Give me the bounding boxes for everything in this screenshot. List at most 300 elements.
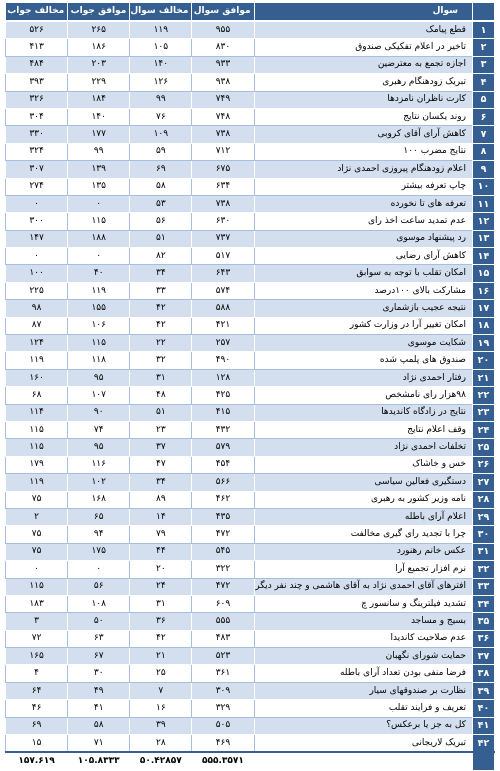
header-disagree-answer: مخالف جواب: [6, 3, 68, 22]
row-number: ۳: [472, 56, 494, 73]
disagree-question-cell: ۷۹: [130, 526, 192, 543]
agree-answer-cell: ۱۰۸: [68, 595, 130, 612]
row-number: ۳۶: [472, 630, 494, 647]
disagree-question-cell: ۳۹: [130, 717, 192, 734]
question-cell: صندوق های پلمپ شده: [254, 352, 472, 369]
agree-question-cell: ۸۳۰: [192, 39, 254, 56]
disagree-question-cell: ۲۴: [130, 578, 192, 595]
table-row: [6, 317, 495, 334]
question-cell: خس و خاشاک: [254, 456, 472, 473]
disagree-question-cell: ۴۲: [130, 300, 192, 317]
row-number: ۷: [472, 126, 494, 143]
table-row: [6, 39, 495, 56]
table-row: [6, 735, 495, 753]
disagree-answer-cell: ۳۰۴: [6, 108, 68, 125]
disagree-answer-cell: ۱۲۴: [6, 335, 68, 352]
row-number: ۳۱: [472, 543, 494, 560]
disagree-question-cell: ۷۶: [130, 108, 192, 125]
table-row: [6, 387, 495, 404]
table-row: [6, 335, 495, 352]
agree-answer-cell: ۰: [68, 248, 130, 265]
agree-question-cell: ۱۲۸: [192, 369, 254, 386]
agree-answer-cell: ۵۸: [68, 717, 130, 734]
table-row: [6, 421, 495, 438]
disagree-answer-cell: ۱۵: [6, 735, 68, 753]
disagree-answer-cell: ۰: [6, 195, 68, 212]
question-cell: رفتار احمدی نژاد: [254, 369, 472, 386]
table-row: [6, 369, 495, 386]
row-number: ۴۲: [472, 735, 494, 753]
table-row: [6, 613, 495, 630]
agree-question-cell: ۵۲۳: [192, 648, 254, 665]
question-cell: نامه وزیر کشور به رهبری: [254, 491, 472, 508]
disagree-answer-cell: ۱۱۵: [6, 421, 68, 438]
total-agree-answer: ۱۰۵.۸۳۳۳: [68, 752, 130, 770]
agree-question-cell: ۴۳۲: [192, 421, 254, 438]
disagree-answer-cell: ۱۱۹: [6, 352, 68, 369]
disagree-question-cell: ۶۹: [130, 161, 192, 178]
disagree-question-cell: ۱۶: [130, 700, 192, 717]
disagree-answer-cell: ۰: [6, 561, 68, 578]
agree-answer-cell: ۱۳۵: [68, 178, 130, 195]
table-row: [6, 143, 495, 160]
disagree-question-cell: ۹۹: [130, 91, 192, 108]
agree-question-cell: ۴۹۰: [192, 352, 254, 369]
row-number: ۱۷: [472, 300, 494, 317]
agree-answer-cell: ۱۸۶: [68, 39, 130, 56]
question-cell: تعریف و فرایند تقلب: [254, 700, 472, 717]
question-cell: اعلام زودهنگام پیروزی احمدی نژاد: [254, 161, 472, 178]
header-number: [472, 3, 494, 22]
row-number: ۱۲: [472, 213, 494, 230]
agree-question-cell: ۶۷۵: [192, 161, 254, 178]
row-number: ۱۱: [472, 195, 494, 212]
disagree-answer-cell: ۷۵: [6, 526, 68, 543]
disagree-answer-cell: ۴۱۳: [6, 39, 68, 56]
agree-answer-cell: ۰: [68, 561, 130, 578]
agree-answer-cell: ۱۸۴: [68, 91, 130, 108]
question-cell: حمایت شورای نگهبان: [254, 648, 472, 665]
row-number: ۴۱: [472, 717, 494, 734]
disagree-question-cell: ۳۱: [130, 595, 192, 612]
disagree-answer-cell: ۲۷۴: [6, 178, 68, 195]
row-number: ۶: [472, 108, 494, 125]
disagree-answer-cell: ۱۶۰: [6, 369, 68, 386]
table-row: [6, 456, 495, 473]
table-body: [6, 21, 495, 770]
question-cell: نظارت بر صندوقهای سیار: [254, 682, 472, 699]
disagree-answer-cell: ۶۴: [6, 682, 68, 699]
agree-answer-cell: ۱۱۵: [68, 335, 130, 352]
agree-answer-cell: ۹۴: [68, 526, 130, 543]
disagree-question-cell: ۳۳: [130, 282, 192, 299]
agree-question-cell: ۴۵۴: [192, 456, 254, 473]
agree-question-cell: ۴۷۲: [192, 526, 254, 543]
totals-number: [472, 752, 494, 770]
row-number: ۱۳: [472, 230, 494, 247]
agree-answer-cell: ۱۷۷: [68, 126, 130, 143]
disagree-question-cell: ۵۸: [130, 178, 192, 195]
table-row: [6, 265, 495, 282]
table-row: [6, 21, 495, 39]
question-cell: کل به جز یا برعکس؟: [254, 717, 472, 734]
disagree-answer-cell: ۱۷۹: [6, 456, 68, 473]
disagree-answer-cell: ۰: [6, 248, 68, 265]
disagree-answer-cell: ۳۰۷: [6, 161, 68, 178]
disagree-question-cell: ۱۰۵: [130, 39, 192, 56]
row-number: ۲۳: [472, 404, 494, 421]
disagree-question-cell: ۳۶: [130, 613, 192, 630]
table-row: [6, 526, 495, 543]
question-cell: بسیج و مساجد: [254, 613, 472, 630]
question-cell: نتایج در زادگاه کاندیدها: [254, 404, 472, 421]
agree-answer-cell: ۲۲۹: [68, 74, 130, 91]
header-question: سوال: [254, 3, 472, 22]
disagree-answer-cell: ۱۱۵: [6, 439, 68, 456]
agree-question-cell: ۳۲۹: [192, 700, 254, 717]
table-row: [6, 404, 495, 421]
agree-answer-cell: ۱۳۹: [68, 161, 130, 178]
agree-answer-cell: ۴۰: [68, 265, 130, 282]
agree-question-cell: ۴۳۵: [192, 508, 254, 525]
agree-answer-cell: ۱۶۸: [68, 491, 130, 508]
row-number: ۳۹: [472, 682, 494, 699]
question-cell: ۹۸هزار رای نامشخص: [254, 387, 472, 404]
table-row: [6, 108, 495, 125]
table-row: [6, 561, 495, 578]
agree-question-cell: ۲۵۷: [192, 335, 254, 352]
disagree-answer-cell: ۷۵: [6, 491, 68, 508]
agree-question-cell: ۷۳۷: [192, 230, 254, 247]
question-cell: تعرفه های تا نخورده: [254, 195, 472, 212]
row-number: ۳۷: [472, 648, 494, 665]
row-number: ۲۷: [472, 474, 494, 491]
agree-answer-cell: ۱۸۸: [68, 230, 130, 247]
disagree-question-cell: ۲۸: [130, 735, 192, 753]
agree-answer-cell: ۱۵۵: [68, 300, 130, 317]
agree-answer-cell: ۱۱۶: [68, 456, 130, 473]
row-number: ۲۹: [472, 508, 494, 525]
row-number: ۳۵: [472, 613, 494, 630]
agree-question-cell: ۴۲۵: [192, 387, 254, 404]
agree-answer-cell: ۲۰۳: [68, 56, 130, 73]
agree-answer-cell: ۷۱: [68, 735, 130, 753]
disagree-answer-cell: ۴۸۴: [6, 56, 68, 73]
agree-answer-cell: ۵۰: [68, 613, 130, 630]
table-row: [6, 648, 495, 665]
agree-answer-cell: ۱۰۲: [68, 474, 130, 491]
agree-question-cell: ۴۶۹: [192, 735, 254, 753]
total-disagree-question: ۵۰.۴۲۸۵۷: [130, 752, 192, 770]
table-row: [6, 439, 495, 456]
table-row: [6, 352, 495, 369]
survey-table-container: [5, 2, 495, 771]
row-number: ۲۱: [472, 369, 494, 386]
table-row: [6, 717, 495, 734]
question-cell: تخلفات احمدی نژاد: [254, 439, 472, 456]
table-row: [6, 74, 495, 91]
question-cell: تبریک زودهنگام رهبری: [254, 74, 472, 91]
disagree-question-cell: ۲۰: [130, 561, 192, 578]
question-cell: فرضا منفی بودن تعداد آرای باطله: [254, 665, 472, 682]
table-row: [6, 195, 495, 212]
table-row: [6, 508, 495, 525]
disagree-answer-cell: ۸۷: [6, 317, 68, 334]
question-cell: چرا با تجدید رای گیری مخالفت: [254, 526, 472, 543]
agree-question-cell: ۴۱۵: [192, 404, 254, 421]
disagree-question-cell: ۵۶: [130, 213, 192, 230]
agree-answer-cell: ۹۰: [68, 404, 130, 421]
disagree-question-cell: ۱۱۹: [130, 21, 192, 39]
row-number: ۲۰: [472, 352, 494, 369]
total-disagree-answer: ۱۵۷.۶۱۹: [6, 752, 68, 770]
table-row: [6, 213, 495, 230]
agree-question-cell: ۵۰۵: [192, 717, 254, 734]
disagree-question-cell: ۴۲: [130, 630, 192, 647]
agree-answer-cell: ۹۵: [68, 369, 130, 386]
row-number: ۲: [472, 39, 494, 56]
table-row: [6, 665, 495, 682]
disagree-question-cell: ۴۴: [130, 543, 192, 560]
table-row: [6, 230, 495, 247]
disagree-answer-cell: ۹۸: [6, 300, 68, 317]
question-cell: دستگیری فعالین سیاسی: [254, 474, 472, 491]
agree-question-cell: ۶۳۰: [192, 213, 254, 230]
question-cell: اجازه تجمع به معترضین: [254, 56, 472, 73]
agree-answer-cell: ۶۳: [68, 630, 130, 647]
question-cell: روند یکسان نتایج: [254, 108, 472, 125]
row-number: ۱۹: [472, 335, 494, 352]
disagree-answer-cell: ۲: [6, 508, 68, 525]
disagree-question-cell: ۱۲۶: [130, 74, 192, 91]
question-cell: نتایج مضرب ۱۰۰: [254, 143, 472, 160]
disagree-answer-cell: ۳۹۳: [6, 74, 68, 91]
agree-question-cell: ۴۲۱: [192, 317, 254, 334]
question-cell: شکایت موسوی: [254, 335, 472, 352]
agree-answer-cell: ۱۱۸: [68, 352, 130, 369]
agree-question-cell: ۳۲۲: [192, 561, 254, 578]
agree-question-cell: ۷۳۸: [192, 195, 254, 212]
disagree-question-cell: ۳۴: [130, 474, 192, 491]
agree-answer-cell: ۱۱۹: [68, 282, 130, 299]
table-row: [6, 56, 495, 73]
table-row: [6, 282, 495, 299]
question-cell: مشارکت بالای ۱۰۰درصد: [254, 282, 472, 299]
table-row: [6, 630, 495, 647]
table-row: [6, 126, 495, 143]
question-cell: امکان تقلب با توجه به سوابق: [254, 265, 472, 282]
disagree-answer-cell: ۳۲۶: [6, 91, 68, 108]
question-cell: امکان تغییر آرا در وزارت کشور: [254, 317, 472, 334]
disagree-question-cell: ۳۴: [130, 265, 192, 282]
agree-answer-cell: ۱۷۵: [68, 543, 130, 560]
disagree-question-cell: ۴۸: [130, 387, 192, 404]
question-cell: نتیجه عجیب بازشماری: [254, 300, 472, 317]
row-number: ۳۰: [472, 526, 494, 543]
question-cell: کاهش آرای آقای کروبی: [254, 126, 472, 143]
disagree-answer-cell: ۴: [6, 665, 68, 682]
agree-question-cell: ۹۵۵: [192, 21, 254, 39]
agree-answer-cell: ۴۹: [68, 682, 130, 699]
agree-question-cell: ۹۳۸: [192, 74, 254, 91]
row-number: ۳۴: [472, 595, 494, 612]
row-number: ۲۵: [472, 439, 494, 456]
agree-answer-cell: ۶۷: [68, 648, 130, 665]
disagree-question-cell: ۸۹: [130, 491, 192, 508]
disagree-question-cell: ۱۰۹: [130, 126, 192, 143]
totals-row: [6, 752, 495, 770]
agree-question-cell: ۵۸۸: [192, 300, 254, 317]
disagree-question-cell: ۴۷: [130, 456, 192, 473]
question-cell: قطع پیامک: [254, 21, 472, 39]
disagree-answer-cell: ۴۶: [6, 700, 68, 717]
disagree-answer-cell: ۷۵: [6, 543, 68, 560]
disagree-answer-cell: ۱۰۰: [6, 265, 68, 282]
agree-question-cell: ۴۶۲: [192, 491, 254, 508]
row-number: ۲۲: [472, 387, 494, 404]
disagree-question-cell: ۴۲: [130, 317, 192, 334]
table-row: [6, 491, 495, 508]
row-number: ۵: [472, 91, 494, 108]
agree-question-cell: ۶۰۹: [192, 595, 254, 612]
disagree-answer-cell: ۶۹: [6, 717, 68, 734]
disagree-answer-cell: ۷۲: [6, 630, 68, 647]
disagree-answer-cell: ۱۱۵: [6, 578, 68, 595]
disagree-question-cell: ۳۲: [130, 352, 192, 369]
agree-answer-cell: ۶۵: [68, 508, 130, 525]
question-cell: تشدید فیلترینگ و سانسور چ: [254, 595, 472, 612]
question-cell: تاخیر در اعلام تفکیکی صندوق: [254, 39, 472, 56]
disagree-question-cell: ۵۳: [130, 195, 192, 212]
table-row: [6, 91, 495, 108]
agree-question-cell: ۵۴۵: [192, 543, 254, 560]
question-cell: کاهش آرای رضایی: [254, 248, 472, 265]
disagree-question-cell: ۱۴: [130, 508, 192, 525]
row-number: ۲۴: [472, 421, 494, 438]
agree-answer-cell: ۲۶۵: [68, 21, 130, 39]
agree-question-cell: ۶۳۴: [192, 178, 254, 195]
agree-question-cell: ۳۰۹: [192, 682, 254, 699]
disagree-question-cell: ۷: [130, 682, 192, 699]
agree-answer-cell: ۵۶: [68, 578, 130, 595]
header-disagree-question: مخالف سوال: [130, 3, 192, 22]
question-cell: تبریک لاریجانی: [254, 735, 472, 753]
table-header-row: [6, 3, 495, 22]
agree-question-cell: ۵۷۴: [192, 282, 254, 299]
agree-answer-cell: ۱۱۵: [68, 213, 130, 230]
row-number: ۱۰: [472, 178, 494, 195]
table-row: [6, 161, 495, 178]
agree-question-cell: ۴۷۲: [192, 578, 254, 595]
question-cell: رد پیشنهاد موسوی: [254, 230, 472, 247]
table-row: [6, 578, 495, 595]
row-number: ۸: [472, 143, 494, 160]
disagree-answer-cell: ۲۲۵: [6, 282, 68, 299]
table-row: [6, 700, 495, 717]
question-stats-table: [5, 2, 495, 771]
totals-label: [254, 752, 472, 770]
table-row: [6, 474, 495, 491]
agree-question-cell: ۹۳۳: [192, 56, 254, 73]
disagree-answer-cell: ۳: [6, 613, 68, 630]
disagree-question-cell: ۲۵: [130, 665, 192, 682]
disagree-answer-cell: ۶۸: [6, 387, 68, 404]
table-row: [6, 682, 495, 699]
disagree-question-cell: ۲۱: [130, 648, 192, 665]
agree-question-cell: ۶۴۳: [192, 265, 254, 282]
disagree-answer-cell: ۱۴۷: [6, 230, 68, 247]
agree-question-cell: ۷۴۹: [192, 91, 254, 108]
agree-question-cell: ۷۴۸: [192, 108, 254, 125]
question-cell: اعلام آرای باطله: [254, 508, 472, 525]
header-agree-question: موافق سوال: [192, 3, 254, 22]
agree-question-cell: ۴۸۳: [192, 630, 254, 647]
disagree-question-cell: ۲۳: [130, 421, 192, 438]
row-number: ۱: [472, 21, 494, 39]
disagree-question-cell: ۵۱: [130, 230, 192, 247]
agree-answer-cell: ۴۱: [68, 700, 130, 717]
disagree-answer-cell: ۱۱۴: [6, 404, 68, 421]
row-number: ۱۵: [472, 265, 494, 282]
disagree-question-cell: ۲۲: [130, 335, 192, 352]
question-cell: چاپ تعرفه بیشتر: [254, 178, 472, 195]
agree-question-cell: ۷۳۸: [192, 126, 254, 143]
row-number: ۱۴: [472, 248, 494, 265]
agree-answer-cell: ۹۹: [68, 143, 130, 160]
row-number: ۹: [472, 161, 494, 178]
agree-question-cell: ۷۱۲: [192, 143, 254, 160]
row-number: ۳۸: [472, 665, 494, 682]
disagree-question-cell: ۱۴۰: [130, 56, 192, 73]
row-number: ۳۲: [472, 561, 494, 578]
agree-question-cell: ۵۷۹: [192, 439, 254, 456]
agree-answer-cell: ۹۵: [68, 439, 130, 456]
disagree-answer-cell: ۵۲۶: [6, 21, 68, 39]
table-row: [6, 300, 495, 317]
disagree-answer-cell: ۱۶۵: [6, 648, 68, 665]
row-number: ۲۶: [472, 456, 494, 473]
agree-answer-cell: ۱۰۷: [68, 387, 130, 404]
disagree-answer-cell: ۳۰۰: [6, 213, 68, 230]
disagree-question-cell: ۵۹: [130, 143, 192, 160]
question-cell: عدم صلاحیت کاندیدا: [254, 630, 472, 647]
table-row: [6, 248, 495, 265]
disagree-question-cell: ۵۱: [130, 404, 192, 421]
total-agree-question: ۵۵۵.۳۵۷۱: [192, 752, 254, 770]
agree-question-cell: ۵۶۶: [192, 474, 254, 491]
disagree-answer-cell: ۱۱۹: [6, 474, 68, 491]
agree-question-cell: ۵۱۷: [192, 248, 254, 265]
question-cell: افترهای آقای احمدی نژاد به آقای هاشمی و چند نفر دیگر: [254, 578, 472, 595]
agree-question-cell: ۵۵۵: [192, 613, 254, 630]
question-cell: عکس خانم رهنورد: [254, 543, 472, 560]
disagree-question-cell: ۳۱: [130, 369, 192, 386]
table-row: [6, 595, 495, 612]
agree-answer-cell: ۱۰۶: [68, 317, 130, 334]
question-cell: کارت ناظران نامزدها: [254, 91, 472, 108]
header-agree-answer: موافق جواب: [68, 3, 130, 22]
table-row: [6, 543, 495, 560]
row-number: ۱۶: [472, 282, 494, 299]
row-number: ۳۳: [472, 578, 494, 595]
disagree-answer-cell: ۳۳۰: [6, 126, 68, 143]
table-row: [6, 178, 495, 195]
agree-question-cell: ۳۶۱: [192, 665, 254, 682]
question-cell: نرم افزار تجمیع آرا: [254, 561, 472, 578]
question-cell: وقف اعلام نتایج: [254, 421, 472, 438]
agree-answer-cell: ۷۴: [68, 421, 130, 438]
row-number: ۴۰: [472, 700, 494, 717]
